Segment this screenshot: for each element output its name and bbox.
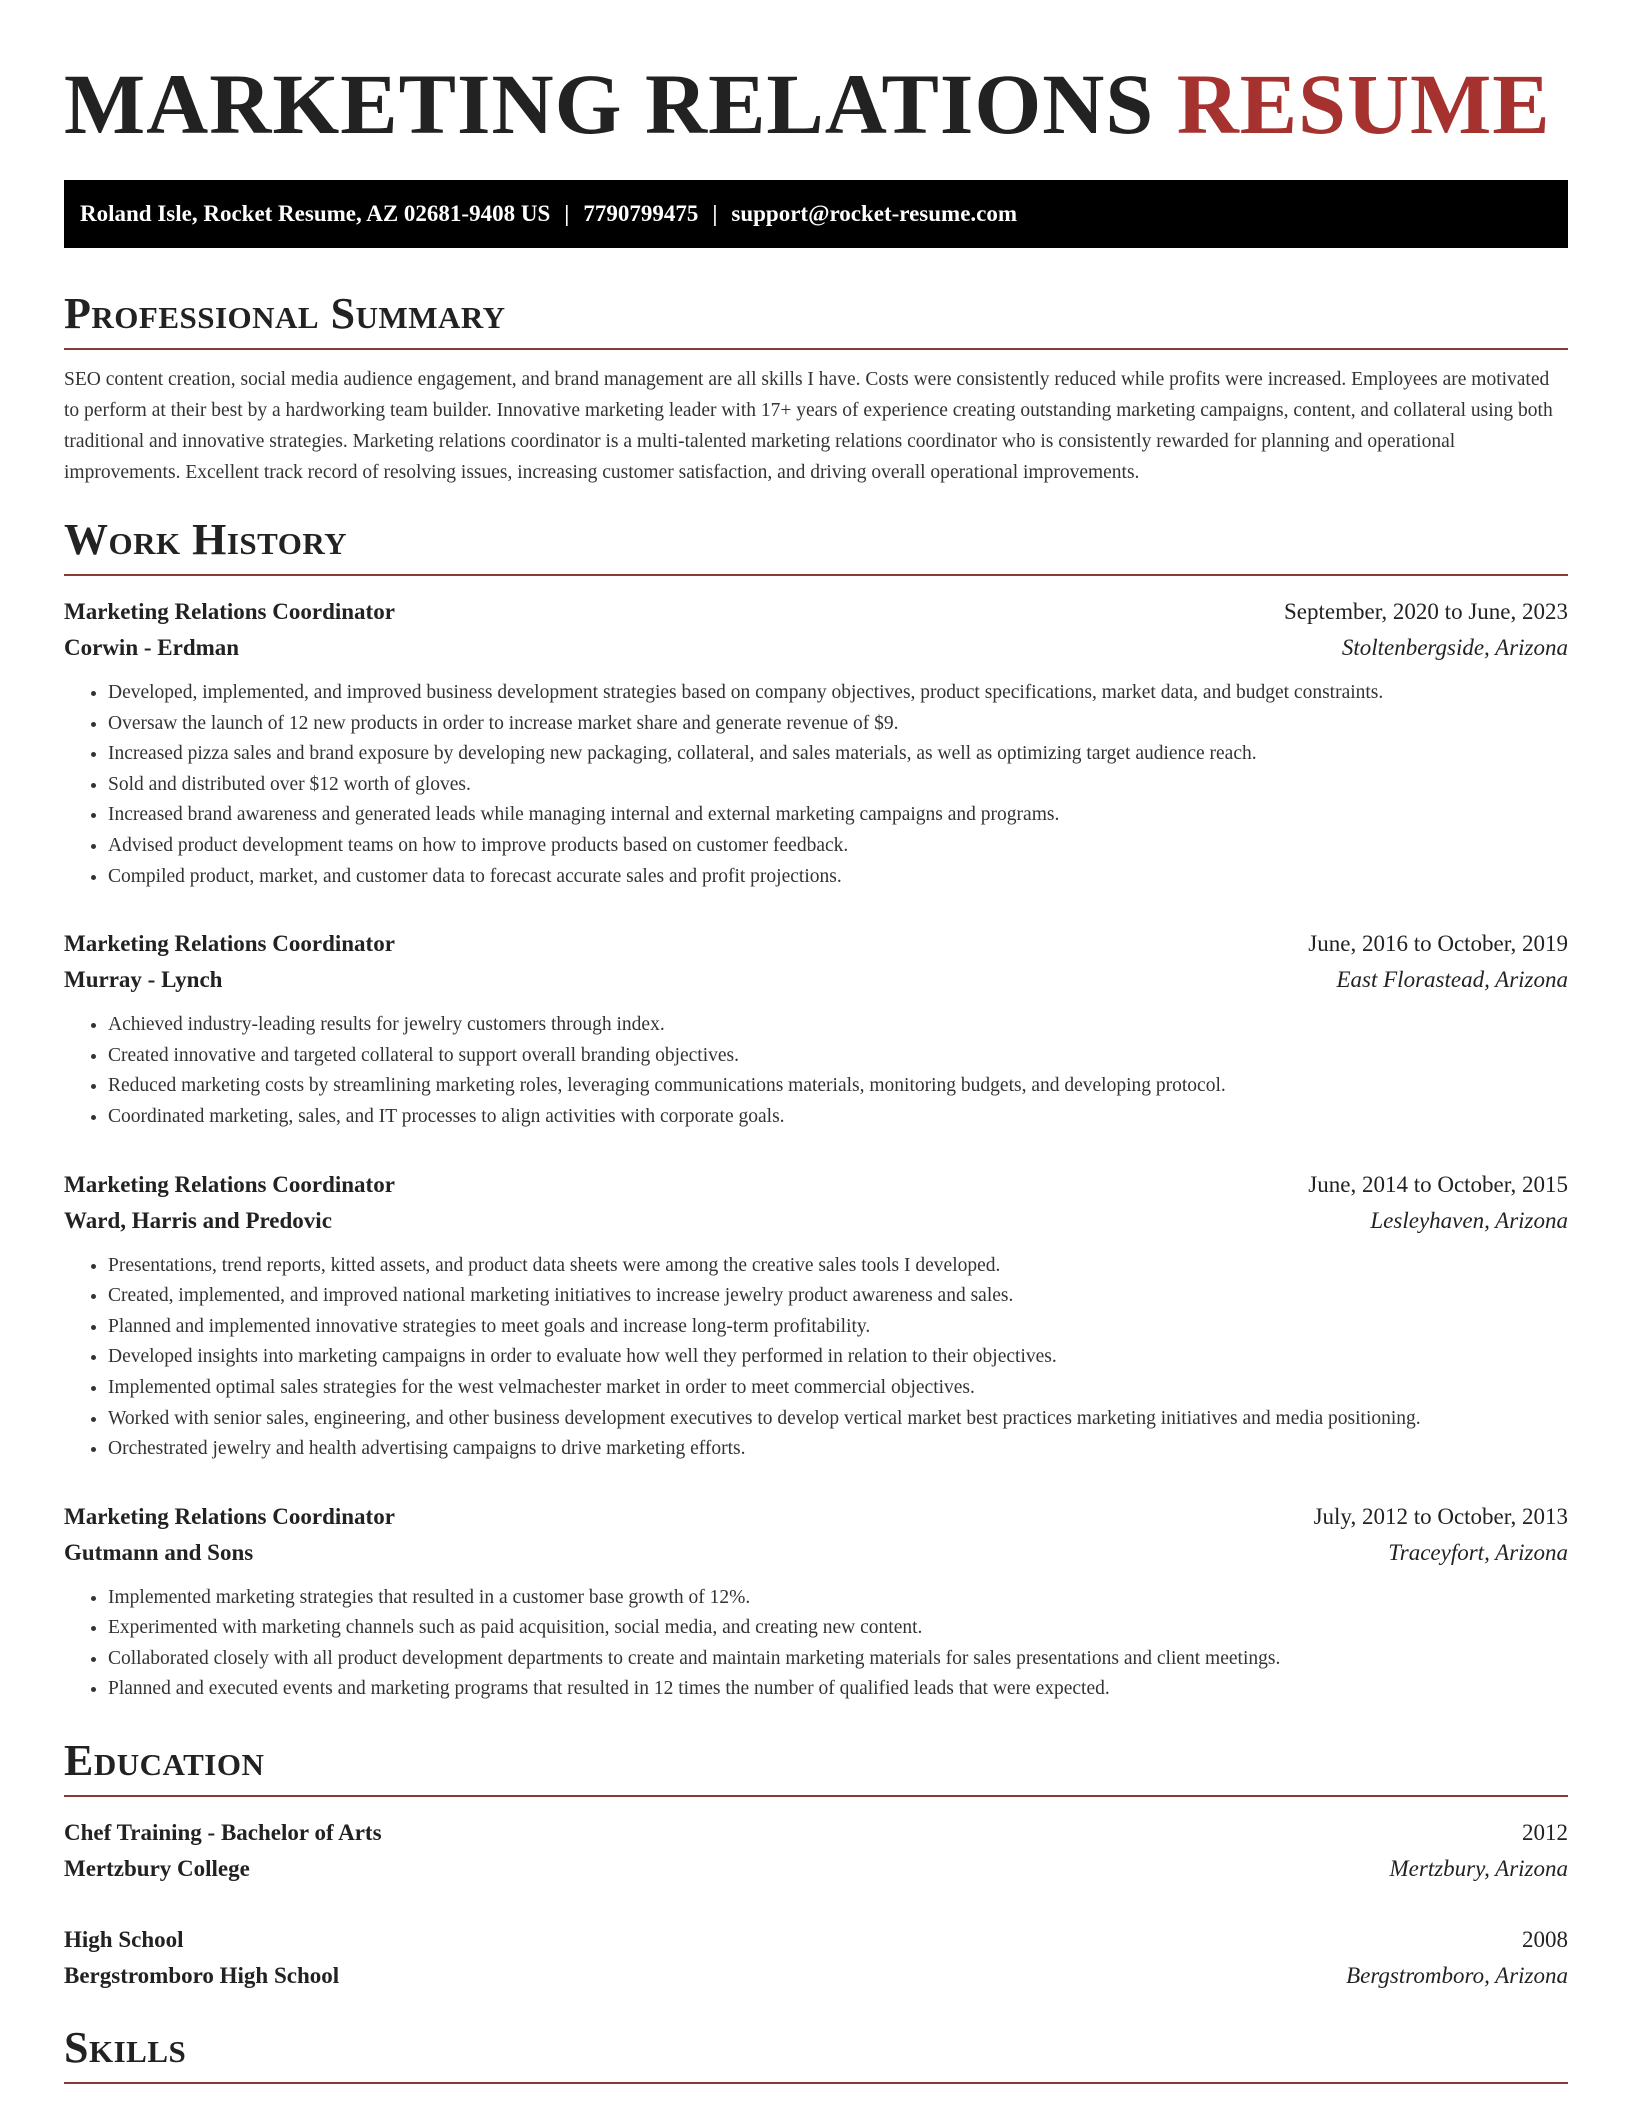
- education-degree: Chef Training - Bachelor of Arts: [64, 1820, 382, 1846]
- job-bullet: • Worked with senior sales, engineering, and other business development executives to develop vertical market best practices marketing initiatives and media positioning.: [108, 1404, 1568, 1435]
- contact-address: Roland Isle, Rocket Resume, AZ 02681-9408 US: [80, 201, 551, 226]
- job-bullet: • Developed, implemented, and improved business development strategies based on company objectives, product specifications, market data, and budget constraints.: [108, 678, 1568, 709]
- education-year: 2012: [1522, 1820, 1568, 1846]
- job-company: Murray - Lynch: [64, 967, 223, 993]
- education-school-row: [64, 1851, 1568, 1887]
- job-entry: [64, 1499, 1568, 1705]
- job-title-row: [64, 1167, 1568, 1203]
- summary-text: SEO content creation, social media audience engagement, and brand management are all skills I have. Costs were consistently reduced while profits were increased. Employees are motivated to perform at their best by a hardworking team builder. Innovative marketing leader with 17+ years of experience creating outstanding marketing campaigns, content, and collateral using both traditional and innovative strategies. Marketing relations coordinator is a multi-talented marketing relations coordinator who is consistently rewarded for planning and operational improvements. Excellent track record of resolving issues, increasing customer satisfaction, and driving overall operational improvements.: [64, 369, 1553, 483]
- section-heading-education: Education: [64, 1735, 1568, 1797]
- job-location: Traceyfort, Arizona: [1388, 1539, 1568, 1565]
- job-bullet: • Orchestrated jewelry and health advertising campaigns to drive marketing efforts.: [108, 1434, 1568, 1465]
- job-title: Marketing Relations Coordinator: [64, 931, 395, 957]
- job-company: Gutmann and Sons: [64, 1539, 254, 1565]
- job-title: Marketing Relations Coordinator: [64, 1171, 395, 1197]
- job-bullet: • Oversaw the launch of 12 new products in order to increase market share and generate revenue of $9.: [108, 709, 1568, 740]
- job-bullet: • Coordinated marketing, sales, and IT processes to align activities with corporate goals.: [108, 1102, 1568, 1133]
- job-entry: [64, 594, 1568, 892]
- contact-separator: |: [712, 201, 718, 226]
- job-bullet: • Created, implemented, and improved national marketing initiatives to increase jewelry product awareness and sales.: [108, 1281, 1568, 1312]
- job-company: Ward, Harris and Predovic: [64, 1207, 332, 1233]
- contact-bar: [64, 180, 1568, 248]
- education-degree: High School: [64, 1927, 184, 1953]
- job-company-row: [64, 1535, 1568, 1571]
- job-bullet: • Developed insights into marketing campaigns in order to evaluate how well they performed in relation to their objectives.: [108, 1342, 1568, 1373]
- job-bullet: • Reduced marketing costs by streamlining marketing roles, leveraging communications materials, monitoring budgets, and developing protocol.: [108, 1071, 1568, 1102]
- job-bullet: • Increased pizza sales and brand exposure by developing new packaging, collateral, and sales materials, as well as optimizing target audience reach.: [108, 739, 1568, 770]
- education-entry: [64, 1815, 1568, 1887]
- job-title-row: [64, 926, 1568, 962]
- resume-page: [64, 0, 1568, 2084]
- job-location: East Florastead, Arizona: [1336, 967, 1568, 993]
- contact-phone: 7790799475: [583, 201, 699, 226]
- contact-separator: |: [564, 201, 570, 226]
- section-heading-summary: Professional Summary: [64, 288, 1568, 350]
- job-bullet: • Planned and executed events and marketing programs that resulted in 12 times the number of qualified leads that were expected.: [108, 1674, 1568, 1705]
- job-bullet-list: [64, 1010, 1568, 1132]
- education-school: Mertzbury College: [64, 1856, 250, 1882]
- job-dates: June, 2016 to October, 2019: [1308, 931, 1568, 957]
- job-title-row: [64, 594, 1568, 630]
- section-heading-skills: Skills: [64, 2022, 1568, 2084]
- job-bullet: • Achieved industry-leading results for jewelry customers through index.: [108, 1010, 1568, 1041]
- education-degree-row: [64, 1815, 1568, 1851]
- job-dates: September, 2020 to June, 2023: [1284, 599, 1568, 624]
- title-accent: RESUME: [1176, 56, 1551, 152]
- education-degree-row: [64, 1922, 1568, 1958]
- job-bullet: • Experimented with marketing channels such as paid acquisition, social media, and creating new content.: [108, 1613, 1568, 1644]
- job-dates: July, 2012 to October, 2013: [1313, 1503, 1568, 1529]
- education-school: Bergstromboro High School: [64, 1963, 340, 1989]
- job-bullet: • Implemented marketing strategies that resulted in a customer base growth of 12%.: [108, 1583, 1568, 1614]
- job-bullet: • Created innovative and targeted collateral to support overall branding objectives.: [108, 1041, 1568, 1072]
- job-bullet: • Collaborated closely with all product development departments to create and maintain marketing materials for sales presentations and client meetings.: [108, 1644, 1568, 1675]
- job-title-row: [64, 1499, 1568, 1535]
- job-company-row: [64, 630, 1568, 666]
- job-bullet-list: [64, 1251, 1568, 1465]
- job-bullet: • Presentations, trend reports, kitted assets, and product data sheets were among the creative sales tools I developed.: [108, 1251, 1568, 1282]
- job-bullet: • Sold and distributed over $12 worth of gloves.: [108, 770, 1568, 801]
- job-entry: [64, 1167, 1568, 1465]
- job-bullet-list: [64, 1583, 1568, 1705]
- job-bullet: • Advised product development teams on how to improve products based on customer feedback.: [108, 831, 1568, 862]
- resume-title: [64, 58, 1568, 150]
- job-title: Marketing Relations Coordinator: [64, 599, 395, 624]
- job-location: Stoltenbergside, Arizona: [1341, 635, 1568, 660]
- education-location: Mertzbury, Arizona: [1389, 1856, 1568, 1882]
- job-location: Lesleyhaven, Arizona: [1370, 1207, 1568, 1233]
- section-heading-work-history: Work History: [64, 514, 1568, 576]
- education-entry: [64, 1922, 1568, 1994]
- education-year: 2008: [1522, 1927, 1568, 1953]
- job-bullet: • Compiled product, market, and customer data to forecast accurate sales and profit projections.: [108, 862, 1568, 893]
- job-dates: June, 2014 to October, 2015: [1308, 1171, 1568, 1197]
- education-school-row: [64, 1958, 1568, 1994]
- job-company-row: [64, 1203, 1568, 1239]
- contact-email: support@rocket-resume.com: [731, 201, 1018, 226]
- education-location: Bergstromboro, Arizona: [1346, 1963, 1568, 1989]
- job-company: Corwin - Erdman: [64, 635, 240, 660]
- job-bullet: • Planned and implemented innovative strategies to meet goals and increase long-term profitability.: [108, 1312, 1568, 1343]
- job-entry: [64, 926, 1568, 1132]
- job-bullet-list: [64, 678, 1568, 892]
- title-main: MARKETING RELATIONS: [64, 56, 1155, 152]
- job-title: Marketing Relations Coordinator: [64, 1503, 395, 1529]
- job-bullet: • Increased brand awareness and generated leads while managing internal and external marketing campaigns and programs.: [108, 800, 1568, 831]
- work-history-list: [64, 594, 1568, 1705]
- job-bullet: • Implemented optimal sales strategies for the west velmachester market in order to meet commercial objectives.: [108, 1373, 1568, 1404]
- job-company-row: [64, 962, 1568, 998]
- education-list: [64, 1815, 1568, 1994]
